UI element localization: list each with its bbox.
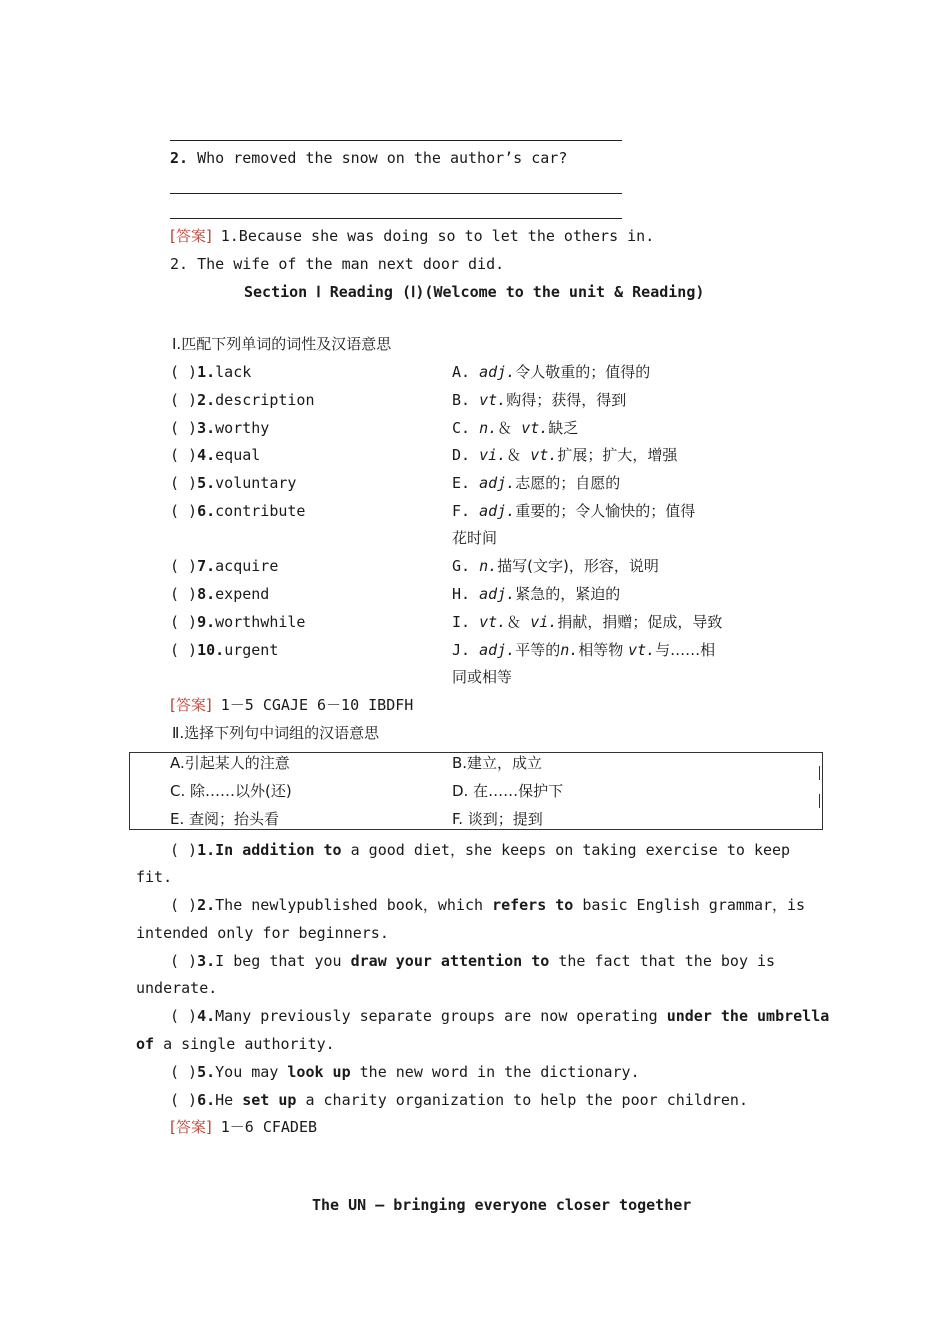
answer-line-1 xyxy=(170,140,622,141)
word-item: ( )4.equal xyxy=(170,446,261,464)
answer-block-1-line2: 2. The wife of the man next door did. xyxy=(170,255,505,273)
definition-option: I. vt.＆ vi.捐献，捐赠；促成，导致 xyxy=(452,613,723,631)
definition-option: H. adj.紧急的，紧迫的 xyxy=(452,585,621,603)
phrase-option: D. 在……保护下 xyxy=(452,782,564,800)
sentence-6: ( )6.He set up a charity organization to help the poor children. xyxy=(170,1091,748,1109)
phrase-option: B.建立，成立 xyxy=(452,754,543,772)
definition-option: F. adj.重要的；令人愉快的；值得 xyxy=(452,502,696,520)
word-item: ( )2.description xyxy=(170,391,315,409)
sentence-5: ( )5.You may look up the new word in the dictionary. xyxy=(170,1063,640,1081)
question-2: 2. Who removed the snow on the author’s car? xyxy=(170,149,568,167)
answer-line-3 xyxy=(170,218,622,219)
part2-title: Ⅱ.选择下列句中词组的汉语意思 xyxy=(172,724,380,742)
phrase-option: C. 除……以外(还) xyxy=(170,782,292,800)
word-item: ( )3.worthy xyxy=(170,419,270,437)
sentence-2-cont: intended only for beginners. xyxy=(136,924,389,942)
definition-option: B. vt.购得；获得，得到 xyxy=(452,391,627,409)
word-item: ( )6.contribute xyxy=(170,502,306,520)
definition-option: A. adj.令人敬重的；值得的 xyxy=(452,363,651,381)
definition-option: E. adj.志愿的；自愿的 xyxy=(452,474,621,492)
sentence-3: ( )3.I beg that you draw your attention to the fact that the boy is xyxy=(170,952,776,970)
box-divider xyxy=(819,794,820,808)
definition-option: J. adj.平等的n.相等物 vt.与……相 xyxy=(452,641,716,659)
word-item: ( )9.worthwhile xyxy=(170,613,306,631)
section-title: Section Ⅰ Reading (Ⅰ)(Welcome to the unit & Reading) xyxy=(244,283,705,301)
part2-answer: [答案] 1－6 CFADEB xyxy=(170,1118,318,1136)
word-item: ( )8.expend xyxy=(170,585,270,603)
sentence-4-cont: of a single authority. xyxy=(136,1035,335,1053)
answer-line-2 xyxy=(170,193,622,194)
sentence-1: ( )1.In addition to a good diet，she keeps on taking exercise to keep xyxy=(170,841,791,859)
definition-option: G. n.描写(文字)，形容，说明 xyxy=(452,557,659,575)
sentence-3-cont: underate. xyxy=(136,979,218,997)
part1-answer: [答案] 1－5 CGAJE 6－10 IBDFH xyxy=(170,696,414,714)
reading-title: The UN — bringing everyone closer together xyxy=(312,1196,692,1214)
sentence-2: ( )2.The newlypublished book，which refers to basic English grammar，is xyxy=(170,896,806,914)
sentence-4: ( )4.Many previously separate groups are now operating under the umbrella xyxy=(170,1007,830,1025)
box-divider xyxy=(819,766,820,780)
word-item: ( )10.urgent xyxy=(170,641,279,659)
part1-title: Ⅰ.匹配下列单词的词性及汉语意思 xyxy=(172,335,392,353)
answer-block-1: [答案] 1.Because she was doing so to let the others in. xyxy=(170,227,655,245)
definition-option: D. vi.＆ vt.扩展；扩大，增强 xyxy=(452,446,678,464)
phrase-option: A.引起某人的注意 xyxy=(170,754,290,772)
word-item: ( )5.voluntary xyxy=(170,474,297,492)
definition-option-cont: 花时间 xyxy=(452,529,498,547)
phrase-option: F. 谈到；提到 xyxy=(452,810,543,828)
phrase-option: E. 查阅；抬头看 xyxy=(170,810,280,828)
sentence-1-cont: fit. xyxy=(136,868,173,886)
definition-option-cont: 同或相等 xyxy=(452,668,513,686)
word-item: ( )7.acquire xyxy=(170,557,279,575)
word-item: ( )1.lack xyxy=(170,363,252,381)
definition-option: C. n.＆ vt.缺乏 xyxy=(452,419,579,437)
